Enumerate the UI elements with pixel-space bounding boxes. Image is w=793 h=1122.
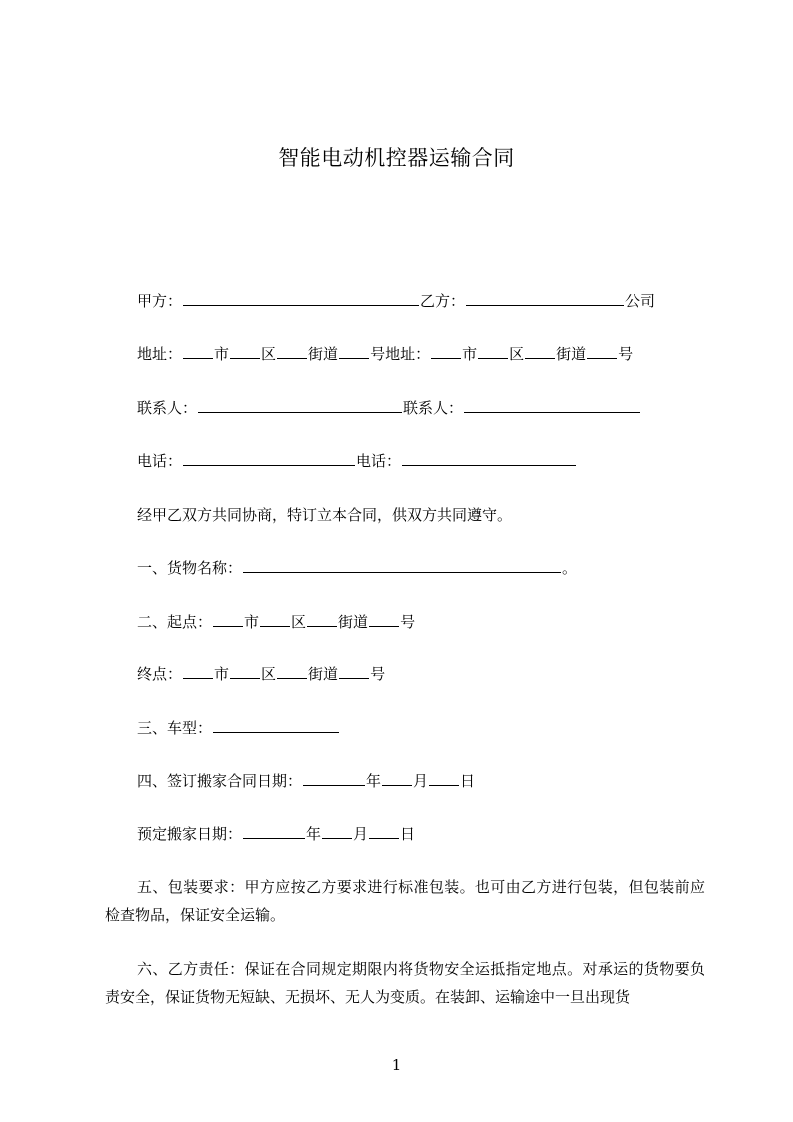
end-line: [137, 664, 385, 684]
day-label: 日: [400, 825, 416, 843]
clause-6-paragraph: 六、乙方责任：保证在合同规定期限内将货物安全运抵指定地点。对承运的货物要负责安全，保证货物无短缺、无损坏、无人为变质。在装卸、运输途中一旦出现货: [105, 960, 705, 1006]
district-label: 区: [291, 613, 307, 631]
blank: [429, 771, 459, 786]
intro-text: 经甲乙双方共同协商，特订立本合同，供双方共同遵守。: [137, 506, 513, 524]
blank: [478, 344, 508, 359]
number-label: 号: [618, 345, 634, 363]
blank: [183, 664, 213, 679]
blank: [322, 824, 352, 839]
blank: [339, 344, 369, 359]
blank: [369, 824, 399, 839]
number-label: 号: [370, 345, 386, 363]
goods-label: 一、货物名称：: [137, 559, 243, 577]
goods-end: 。: [562, 559, 578, 577]
contact-b-label: 联系人：: [403, 399, 464, 417]
number-label: 号: [370, 665, 386, 683]
address-line: [137, 344, 633, 364]
street-label: 街道: [338, 613, 369, 631]
phone-a-blank: [183, 451, 355, 466]
contact-b-blank: [464, 398, 640, 413]
blank: [243, 824, 305, 839]
contact-line: [137, 398, 641, 418]
vehicle-line: [137, 718, 340, 738]
blank: [339, 664, 369, 679]
blank: [307, 612, 337, 627]
vehicle-label: 三、车型：: [137, 719, 213, 737]
start-line: [137, 612, 415, 632]
party-a-blank: [183, 291, 419, 306]
address-a-label: 地址：: [137, 345, 183, 363]
sign-date-label: 四、签订搬家合同日期：: [137, 772, 303, 790]
page-number: 1: [391, 1056, 402, 1074]
address-b-label: 地址：: [385, 345, 431, 363]
sign-date-line: [137, 771, 475, 791]
blank: [587, 344, 617, 359]
contact-a-blank: [198, 398, 402, 413]
party-b-suffix: 公司: [625, 292, 656, 310]
year-label: 年: [366, 772, 382, 790]
month-label: 月: [413, 772, 429, 790]
party-b-blank: [466, 291, 624, 306]
blank: [369, 612, 399, 627]
street-label: 街道: [308, 345, 339, 363]
goods-blank: [243, 558, 561, 573]
party-b-label: 乙方：: [420, 292, 466, 310]
blank: [277, 344, 307, 359]
goods-line: [137, 558, 577, 578]
district-label: 区: [261, 345, 277, 363]
city-label: 市: [214, 665, 230, 683]
street-label: 街道: [308, 665, 339, 683]
city-label: 市: [214, 345, 230, 363]
blank: [431, 344, 461, 359]
vehicle-blank: [213, 718, 339, 733]
year-label: 年: [306, 825, 322, 843]
end-label: 终点：: [137, 665, 183, 683]
blank: [230, 344, 260, 359]
blank: [183, 344, 213, 359]
blank: [260, 612, 290, 627]
street-label: 街道: [556, 345, 587, 363]
district-label: 区: [261, 665, 277, 683]
blank: [230, 664, 260, 679]
blank: [277, 664, 307, 679]
blank: [213, 612, 243, 627]
parties-line: [137, 291, 655, 311]
month-label: 月: [353, 825, 369, 843]
start-label: 二、起点：: [137, 613, 213, 631]
clause-5-paragraph: 五、包装要求：甲方应按乙方要求进行标准包装。也可由乙方进行包装，但包装前应检查物品，保证安全运输。: [105, 878, 705, 924]
day-label: 日: [460, 772, 476, 790]
number-label: 号: [400, 613, 416, 631]
phone-b-blank: [402, 451, 576, 466]
blank: [525, 344, 555, 359]
blank: [303, 771, 365, 786]
planned-date-line: [137, 824, 415, 844]
district-label: 区: [509, 345, 525, 363]
party-a-label: 甲方：: [137, 292, 183, 310]
blank: [382, 771, 412, 786]
contact-a-label: 联系人：: [137, 399, 198, 417]
document-title: 智能电动机控器运输合同: [278, 146, 515, 170]
planned-date-label: 预定搬家日期：: [137, 825, 243, 843]
city-label: 市: [462, 345, 478, 363]
phone-b-label: 电话：: [356, 452, 402, 470]
phone-a-label: 电话：: [137, 452, 183, 470]
city-label: 市: [244, 613, 260, 631]
phone-line: [137, 451, 577, 471]
